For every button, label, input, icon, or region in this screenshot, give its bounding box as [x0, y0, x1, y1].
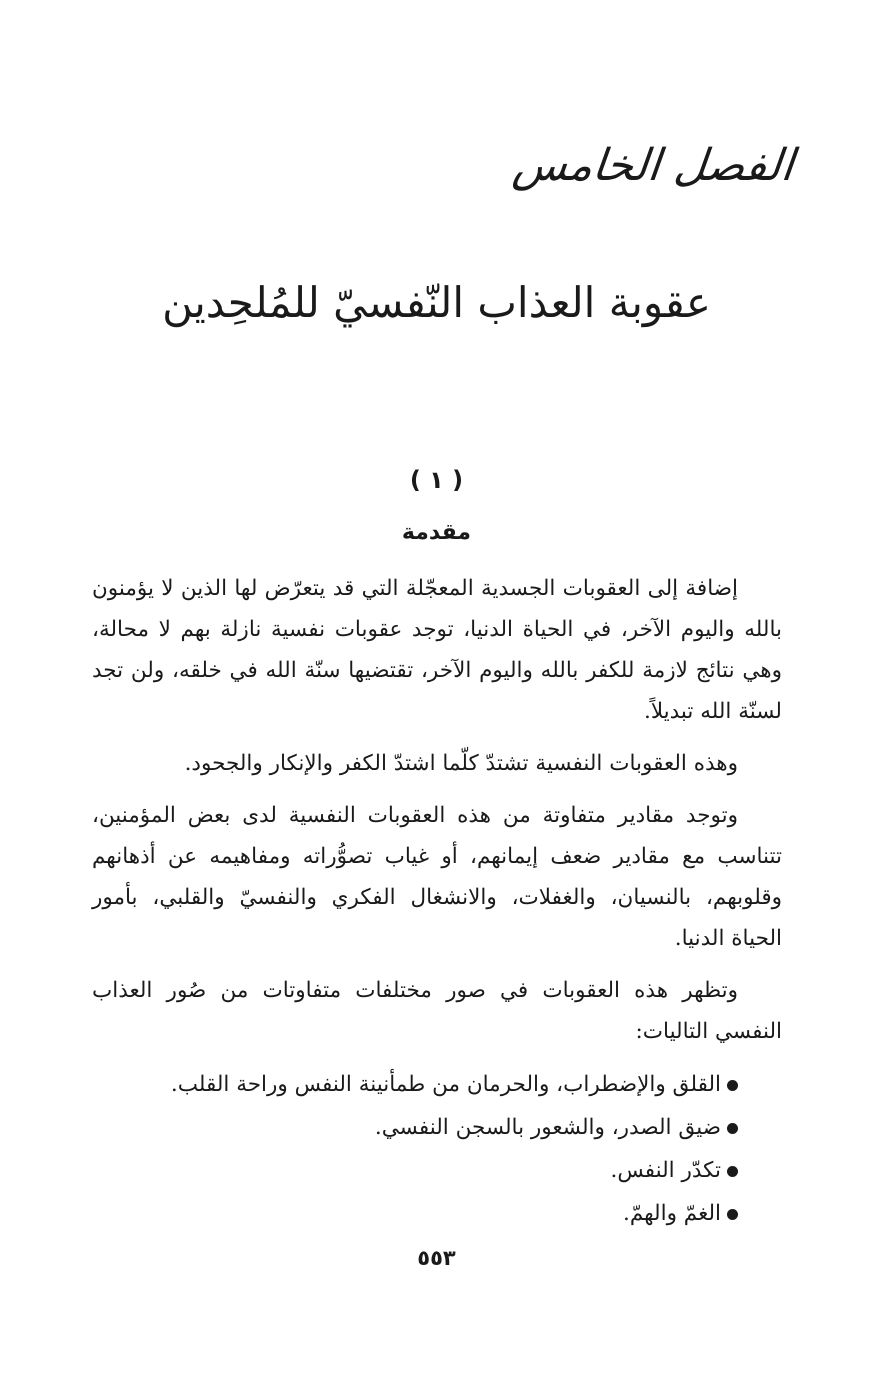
section-number: ( ١ )	[409, 466, 464, 494]
bullet-text: تكدّر النفس.	[610, 1158, 721, 1183]
bullet-dot-icon	[727, 1123, 738, 1134]
bullet-item	[92, 1192, 738, 1235]
paragraph: وتوجد مقادير متفاوتة من هذه العقوبات النفسية لدى بعض المؤمنين، تتناسب مع مقادير ضعف إيمانهم، أو غياب تصوُّراته ومفاهيمه عن أذهانهم وقلوبهم، بالنسيان، والغفلات، والانشغال الفكري والنفسيّ والقلبي، بأمور الحياة الدنيا.	[92, 803, 782, 951]
chapter-label: الفصل الخامس	[509, 140, 796, 191]
body-text	[92, 568, 782, 1235]
paragraph: إضافة إلى العقوبات الجسدية المعجّلة التي قد يتعرّض لها الذين لا يؤمنون بالله واليوم الآخر، في الحياة الدنيا، توجد عقوبات نفسية نازلة بهم لا محالة، وهي نتائج لازمة للكفر بالله واليوم الآخر، تقتضيها سنّة الله في خلقه، ولن تجد لسنّة الله تبديلاً.	[92, 576, 782, 724]
bullet-list	[92, 1063, 782, 1235]
bullet-text: القلق والإضطراب، والحرمان من طمأنينة النفس وراحة القلب.	[170, 1072, 721, 1097]
paragraph: وتظهر هذه العقوبات في صور مختلفات متفاوتات من صُور العذاب النفسي التاليات:	[92, 978, 782, 1044]
bullet-dot-icon	[727, 1080, 738, 1091]
bullet-text: ضيق الصدر، والشعور بالسجن النفسي.	[374, 1115, 721, 1140]
chapter-title: عقوبة العذاب النّفسيّ للمُلحِدين	[162, 278, 711, 327]
bullet-text: الغمّ والهمّ.	[623, 1201, 721, 1226]
bullet-item	[92, 1063, 738, 1106]
bullet-dot-icon	[727, 1209, 738, 1220]
page-number: ٥٥٣	[417, 1246, 456, 1270]
bullet-item	[92, 1106, 738, 1149]
bullet-item	[92, 1149, 738, 1192]
section-title: مقدمة	[401, 520, 472, 545]
bullet-dot-icon	[727, 1166, 738, 1177]
paragraph: وهذه العقوبات النفسية تشتدّ كلّما اشتدّ الكفر والإنكار والجحود.	[184, 751, 738, 776]
